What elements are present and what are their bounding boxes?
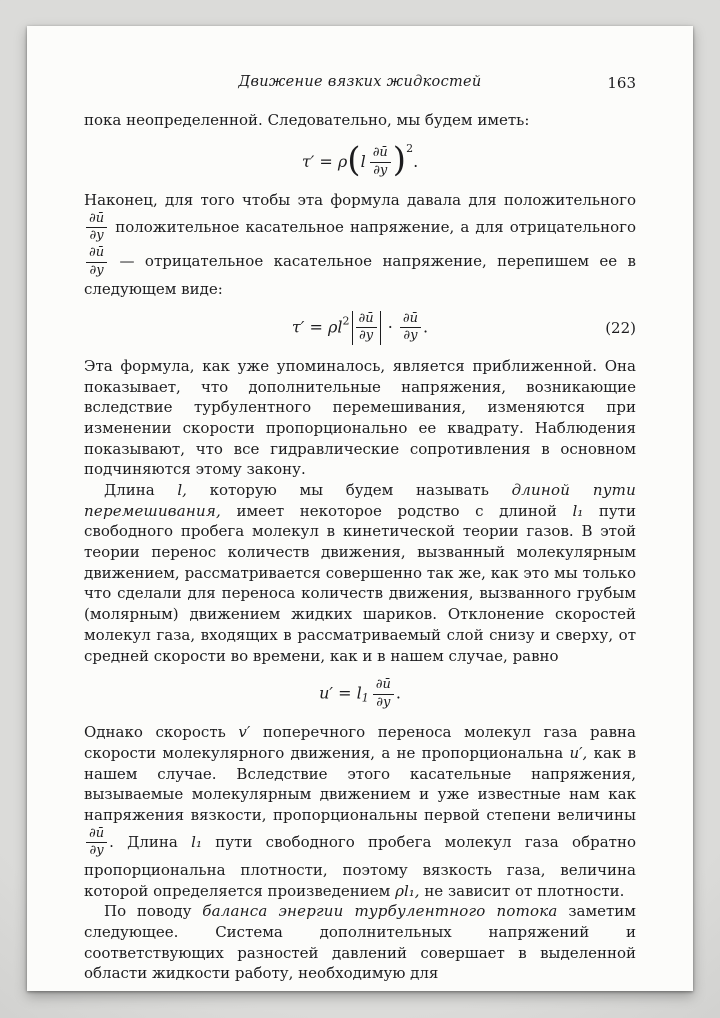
fraction-denominator: ∂y bbox=[89, 262, 104, 278]
emphasis-phrase: баланса энергии турбулентного потока bbox=[202, 902, 558, 921]
paragraph-mixing-length bbox=[84, 480, 636, 666]
fraction-numerator: ∂ū bbox=[370, 146, 391, 163]
fraction-numerator: ∂ū bbox=[86, 246, 107, 263]
formula-lhs: τ′ = ρ bbox=[301, 151, 348, 171]
paragraph-text: Наконец, для того чтобы эта формула давала для положительного bbox=[84, 191, 636, 210]
paragraph-text: положительное касательное напряжение, а для отрицательного bbox=[115, 217, 636, 236]
display-formula-1 bbox=[84, 142, 636, 180]
fraction-du-dy bbox=[86, 212, 107, 244]
paragraph-text: По поводу bbox=[104, 902, 192, 921]
page-number: 163 bbox=[607, 74, 636, 92]
paragraph-intro bbox=[84, 110, 636, 131]
fraction-numerator: ∂ū bbox=[86, 212, 107, 229]
fraction-denominator: ∂y bbox=[373, 162, 388, 178]
left-paren: ( bbox=[347, 140, 361, 181]
fraction-numerator: ∂ū bbox=[86, 827, 107, 844]
formula-period: . bbox=[413, 151, 419, 171]
exponent: 2 bbox=[406, 141, 414, 155]
paragraph-text: Однако скорость bbox=[84, 723, 226, 742]
inline-math-variable: u′, bbox=[569, 743, 588, 762]
paragraph-condition bbox=[84, 190, 636, 300]
paragraph-text: пока неопределенной. Следовательно, мы будем иметь: bbox=[84, 111, 530, 129]
emphasis-phrase: длиной пути перемешивания, bbox=[84, 481, 636, 520]
paragraph-text: имеет некоторое родство с длиной bbox=[236, 501, 557, 520]
paragraph-text: не зависит от плотности. bbox=[424, 881, 625, 900]
equation-number: (22) bbox=[605, 318, 636, 337]
fraction-denominator: ∂y bbox=[89, 228, 104, 244]
subscript: 1 bbox=[361, 691, 369, 705]
inline-math-variable: l₁ bbox=[572, 501, 584, 520]
fraction-du-dy bbox=[400, 312, 421, 344]
page-header bbox=[84, 74, 636, 94]
absolute-value bbox=[352, 311, 381, 345]
paragraph-text: пути свободного пробега молекул в кинетической теории газов. В этой теории перенос количеств движения, вызванный молекулярным движением, рассматривается совершенно так же, как это мы только что сделали для переноса количеств движения, вызванного грубым (молярным) движением жидких шариков. Отклонение скоростей молекул газа, входящих в рассматриваемый слой снизу и сверху, от средней скорости во времени, как и в нашем случае, равно bbox=[84, 501, 636, 665]
formula-lhs: u′ = l bbox=[319, 683, 362, 703]
paragraph-approximation bbox=[84, 356, 636, 480]
fraction-du-dy bbox=[370, 146, 391, 178]
paragraph-text: — отрицательное касательное напряжение, перепишем ее в следующем виде: bbox=[84, 252, 636, 299]
inline-math-variable: l, bbox=[177, 481, 187, 500]
paragraph-text: . Длина bbox=[109, 832, 178, 851]
fraction-du-dy bbox=[356, 312, 377, 344]
fraction-numerator: ∂ū bbox=[373, 678, 394, 695]
paragraph-text: Эта формула, как уже упоминалось, является приближенной. Она показывает, что дополнительные напряжения, возникающие вследствие турбулентного перемешивания, изменяются при изменении скорости пропорционально ее квадрату. Наблюдения показывают, что все гидравлические сопротивления в основном подчиняются этому закону. bbox=[84, 356, 636, 479]
running-head: Движение вязких жидкостей bbox=[238, 74, 482, 90]
inline-math-variable: v′ bbox=[238, 723, 251, 742]
exponent: 2 bbox=[342, 314, 350, 328]
formula-lhs: τ′ = ρl bbox=[291, 317, 343, 337]
inline-math-variable: l₁ bbox=[191, 832, 202, 851]
formula-var: l bbox=[360, 151, 366, 171]
fraction-du-dy bbox=[86, 827, 107, 859]
fraction-du-dy bbox=[373, 678, 394, 710]
multiplication-dot: · bbox=[387, 317, 393, 337]
paragraph-text: которую мы будем называть bbox=[209, 481, 489, 500]
display-formula-3 bbox=[84, 677, 636, 711]
fraction-numerator: ∂ū bbox=[356, 312, 377, 329]
right-paren: ) bbox=[392, 140, 407, 181]
fraction-denominator: ∂y bbox=[376, 694, 391, 710]
display-formula-22 bbox=[84, 311, 636, 345]
fraction-numerator: ∂ū bbox=[400, 312, 421, 329]
fraction-denominator: ∂y bbox=[403, 328, 418, 344]
paragraph-text: заметим следующее. Система дополнительных напряжений и соответствующих разностей давлений совершает в выделенной области жидкости работу, необходимую для bbox=[84, 902, 636, 983]
paragraph-energy-balance bbox=[84, 901, 636, 984]
paragraph-text: как в нашем случае. Вследствие этого касательные напряжения, вызываемые молекулярным движением и уже известные нам как напряжения вязкости, пропорциональны первой степени величины bbox=[84, 743, 637, 825]
fraction-du-dy bbox=[86, 246, 107, 278]
paragraph-text: поперечного переноса молекул газа равна скорости молекулярного движения, а не пропорциональна bbox=[84, 723, 636, 762]
formula-period: . bbox=[423, 317, 429, 337]
paragraph-text: пути свободного пробега молекул газа обратно пропорциональна плотности, поэтому вязкость газа, величина которой определяется произведением bbox=[84, 832, 636, 900]
inline-math-variable: ρl₁, bbox=[395, 881, 420, 900]
book-page bbox=[27, 26, 693, 991]
paragraph-text: Длина bbox=[104, 481, 155, 500]
fraction-denominator: ∂y bbox=[359, 328, 374, 344]
formula-period: . bbox=[395, 683, 401, 703]
fraction-denominator: ∂y bbox=[89, 843, 104, 859]
paragraph-molecular bbox=[84, 722, 636, 901]
